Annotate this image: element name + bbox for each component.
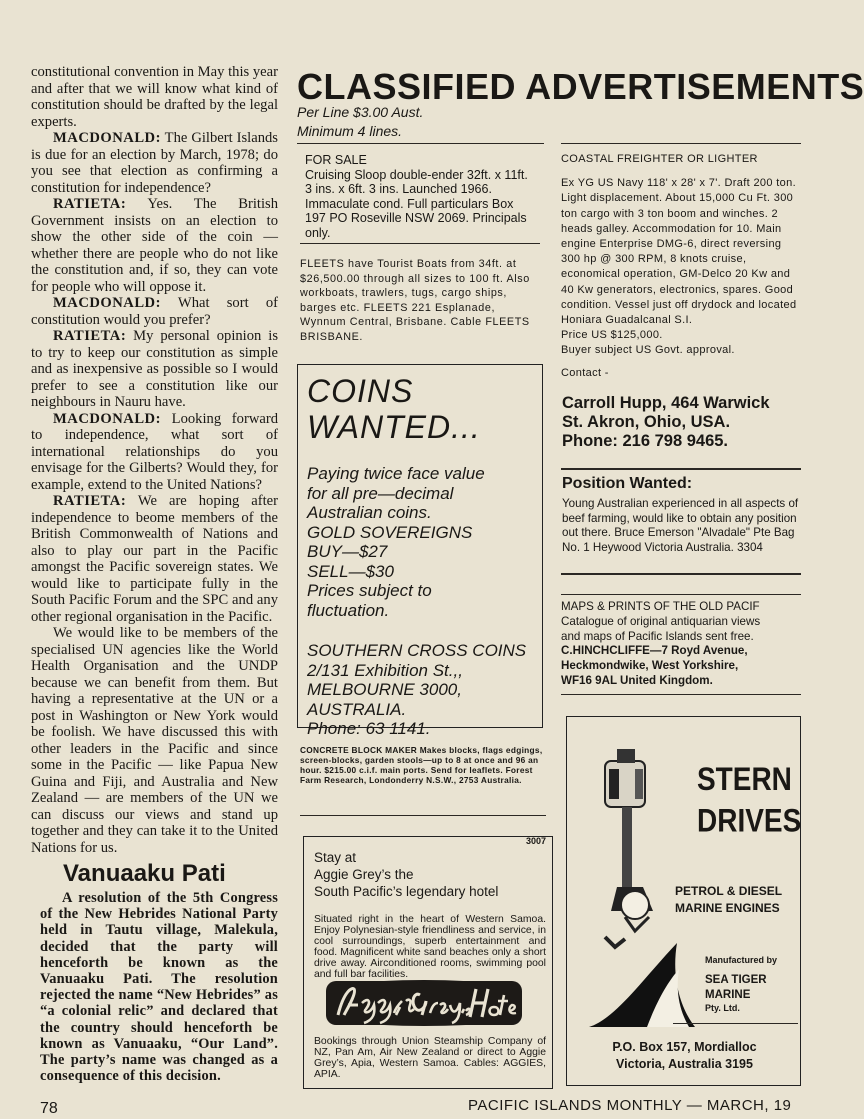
divider bbox=[561, 594, 801, 595]
coastal-body: Ex YG US Navy 118' x 28' x 7'. Draft 200 ton. Light displacement. About 15,000 Cu Ft. 300 ton cargo with 3 ton boom and winches. 2 heads galley. Accommodation for 10. Main engine Enterprise DMG-6, direct reversing 300 hp @ 300 RPM, 8 knots cruise, economical operation, GM-Delco 20 Kw and 40 Kw generators, electronics, spares. Good condition. Vessel just off drydock and located Honiara Guadalcanal S.I. bbox=[561, 177, 797, 327]
engine-type-line: PETROL & DIESEL bbox=[675, 884, 783, 898]
ad-for-sale bbox=[305, 153, 535, 241]
stern-drive-engine-icon bbox=[595, 741, 673, 963]
divider bbox=[561, 573, 801, 575]
contact-line: St. Akron, Ohio, USA. bbox=[562, 413, 731, 431]
coins-line: for all pre—decimal bbox=[307, 483, 454, 503]
ad-for-sale-body: Cruising Sloop double-ender 32ft. x 11ft. 3 ins. x 6ft. 3 ins. Launched 1966. Immaculate cond. Full particulars Box 197 PO Roseville NSW 2069. Principals only. bbox=[305, 167, 528, 240]
coins-addr-line: 2/131 Exhibition St.,, bbox=[307, 660, 463, 680]
coastal-buyer: Buyer subject US Govt. approval. bbox=[561, 344, 735, 357]
article-paragraph bbox=[31, 625, 278, 856]
contact-line: Carroll Hupp, 464 Warwick bbox=[562, 394, 770, 412]
page-footer: PACIFIC ISLANDS MONTHLY — MARCH, 19 bbox=[468, 1097, 792, 1114]
divider bbox=[673, 1023, 798, 1024]
classified-rate bbox=[297, 103, 423, 141]
paragraph-text: The Gilbert Islands is due for an election by March, 1978; do you see that election as confirming a constitution for independence? bbox=[31, 130, 278, 196]
interview-article bbox=[31, 64, 278, 856]
speaker-name: MACDONALD: bbox=[53, 295, 161, 311]
coins-line: BUY—$27 bbox=[307, 542, 388, 561]
article-paragraph bbox=[31, 64, 278, 130]
address-line: Victoria, Australia 3195 bbox=[616, 1057, 753, 1071]
article-paragraph bbox=[31, 295, 278, 328]
stern-title-line: STERN bbox=[697, 761, 792, 797]
stern-title-line: DRIVES bbox=[697, 802, 802, 839]
paragraph-text: Looking forward to independence, what sort of international relationships do you envisage for the Gilberts? Would they, for example, extend to the United Nations? bbox=[31, 410, 278, 493]
divider bbox=[297, 143, 544, 144]
sea-tiger-fin-logo bbox=[585, 939, 697, 1031]
ad-fleets: FLEETS have Tourist Boats from 34ft. at $26,500.00 through all sizes to 100 ft. Also workboats, trawlers, tugs, cargo ships, barges etc. FLEETS 221 Esplanade, Wynnum Central, Brisbane. Cable FLEETS BRISBANE. bbox=[300, 258, 530, 343]
ad-coastal-freighter bbox=[561, 152, 801, 381]
coins-headline-1: COINS bbox=[307, 373, 414, 409]
coins-address bbox=[307, 641, 533, 739]
speaker-name: RATIETA: bbox=[53, 493, 127, 509]
article-paragraph bbox=[31, 130, 278, 196]
coins-line: SELL—$30 bbox=[307, 561, 394, 581]
rate-per-line: Per Line $3.00 Aust. bbox=[297, 104, 424, 120]
ad-concrete-block: CONCRETE BLOCK MAKER Makes blocks, flags edgings, screen-blocks, garden stools—up to 8 at once and 96 an hour. $215.00 c.i.f. main ports. Send for leaflets. Forest Farm Research, Londonderry N.S.W., 2753 Australia. bbox=[300, 745, 543, 785]
maps-line: Catalogue of original antiquarian views bbox=[561, 614, 761, 628]
ad-for-sale-heading: FOR SALE bbox=[305, 153, 367, 167]
article-paragraph bbox=[31, 196, 278, 295]
maps-line: MAPS & PRINTS OF THE OLD PACIF bbox=[561, 600, 760, 613]
maps-line: and maps of Pacific Islands sent free. bbox=[561, 629, 754, 643]
contact-line: Phone: 216 798 9465. bbox=[562, 432, 729, 450]
coastal-price: Price US $125,000. bbox=[561, 329, 663, 342]
page-number: 78 bbox=[40, 1100, 58, 1117]
maker-line: MARINE bbox=[705, 989, 751, 1001]
maker-line: SEA TIGER bbox=[705, 974, 767, 986]
aggie-booking: Bookings through Union Steamship Company of NZ, Pan Am, Air New Zealand or direct to Aggie Grey’s, Apia, Western Samoa. Cables: AGGIES, APIA. bbox=[314, 1036, 546, 1080]
manufacturer-name bbox=[705, 973, 767, 1014]
position-wanted-heading: Position Wanted: bbox=[562, 475, 693, 492]
paragraph-text: My personal opinion is to try to keep our constitution as simple and as inexpensive as possible so I would prefer to see a constitution like our neighbours in Nauru have. bbox=[31, 328, 278, 410]
divider bbox=[561, 694, 801, 695]
divider bbox=[561, 468, 801, 470]
maps-line: Heckmondwike, West Yorkshire, bbox=[561, 659, 739, 673]
position-wanted-body: Young Australian experienced in all aspects of beef farming, would like to obtain any position out there. Bruce Emerson "Alvadale" Pte Bag No. 1 Heywood Victoria Australia. 3304 bbox=[562, 497, 799, 554]
address-line: P.O. Box 157, Mordialloc bbox=[612, 1040, 757, 1054]
maps-line: WF16 9AL United Kingdom. bbox=[561, 673, 713, 687]
coastal-heading: COASTAL FREIGHTER OR LIGHTER bbox=[561, 153, 758, 165]
stern-engine-types bbox=[675, 883, 782, 917]
aggie-greys-hotel-logo bbox=[324, 977, 524, 1034]
engine-type-line: MARINE ENGINES bbox=[675, 901, 780, 915]
hotel-logo-graphic bbox=[324, 977, 524, 1029]
ad-aggie-greys bbox=[303, 836, 553, 1089]
aggie-line: Aggie Grey’s the bbox=[314, 867, 414, 882]
classified-title: CLASSIFIED ADVERTISEMENTS bbox=[297, 66, 864, 107]
speaker-name: MACDONALD: bbox=[53, 130, 161, 146]
paragraph-text: constitutional convention in May this year and after that we will know what kind of constitution should be drafted by the legal experts. bbox=[31, 64, 278, 130]
article-paragraph bbox=[31, 493, 278, 625]
vanuaaku-heading: Vanuaaku Pati bbox=[63, 860, 226, 887]
aggie-line: Stay at bbox=[314, 850, 357, 865]
maker-suffix: Pty. Ltd. bbox=[705, 1003, 740, 1013]
rate-minimum: Minimum 4 lines. bbox=[297, 123, 403, 139]
paragraph-text: What sort of constitution would you prefer? bbox=[31, 295, 278, 328]
coins-addr-line: SOUTHERN CROSS COINS bbox=[307, 641, 527, 660]
coins-line: Paying twice face value bbox=[307, 464, 485, 483]
divider bbox=[561, 143, 801, 144]
maps-line: C.HINCHCLIFFE—7 Royd Avenue, bbox=[561, 644, 748, 658]
coins-body bbox=[307, 464, 533, 620]
paragraph-text: We are hoping after independence to beome members of the British Commonwealth of Nations and also to play our part in the Pacific amongst the Pacific sovereign states. We would like to participate fully in the South Pacific Forum and the SPC and any other regional organisation in the Pacific. bbox=[31, 493, 278, 625]
article-paragraph bbox=[31, 411, 278, 494]
coins-addr-line: Phone: 63 1141. bbox=[307, 719, 431, 738]
paragraph-text: Yes. The British Government insists on an election to show the other side of the coin — whether there are people who do not like the constitution and, if so, they can vote for people who will oppose it. bbox=[31, 196, 278, 295]
coins-headline-2: WANTED... bbox=[307, 409, 481, 445]
coins-addr-line: MELBOURNE 3000, bbox=[307, 680, 462, 699]
ad-coins-wanted bbox=[297, 364, 543, 738]
manufacturer-label: Manufactured by bbox=[705, 955, 778, 965]
aggie-description: Situated right in the heart of Western Samoa. Enjoy Polynesian-style friendliness and service, in cool surroundings, superb entertainment and food. Magnificent white sand beaches only a short drive away. Airconditioned rooms, swimming pool and full bar facilities. bbox=[314, 914, 546, 980]
article-paragraph bbox=[31, 328, 278, 411]
speaker-name: MACDONALD: bbox=[53, 410, 161, 427]
speaker-name: RATIETA: bbox=[53, 196, 127, 212]
aggie-headline bbox=[314, 849, 498, 900]
coins-line: Australian coins. bbox=[307, 503, 432, 522]
coins-addr-line: AUSTRALIA. bbox=[307, 699, 407, 719]
stern-address bbox=[567, 1039, 802, 1073]
stern-drives-title bbox=[697, 759, 801, 842]
divider bbox=[300, 815, 546, 816]
speaker-name: RATIETA: bbox=[53, 328, 127, 344]
coastal-contact-name bbox=[562, 394, 770, 451]
paragraph-text: We would like to be members of the specialised UN agencies like the World Health Organisation and the UNDP because we can benefit from them. But having a representative at the UN or a post in Washington or New York would be foolish. We have discussed this with other leaders in the Pacific and since some in the Pacific — like Papua New Guina and Fiji, and Australia and New Zealand — are members of the UN we can discuss our views and stand up together and they can take it to the United Nations for us. bbox=[31, 625, 278, 856]
aggie-line: South Pacific’s legendary hotel bbox=[314, 884, 499, 899]
coins-line: GOLD SOVEREIGNS bbox=[307, 522, 473, 542]
divider bbox=[300, 243, 540, 244]
coins-line: fluctuation. bbox=[307, 600, 390, 620]
ad-stern-drives bbox=[566, 716, 801, 1086]
vanuaaku-article bbox=[40, 890, 278, 1084]
vanuaaku-body: A resolution of the 5th Congress of the New Hebrides National Party held in Tautu village, Malekula, decided that the party will henceforth be known as the Vanuaaku Pati. The resolution rejected the name “New Hebrides” as “a colonial relic” and declared that the country should henceforth be known as Vanuaaku, “Our Land”. The party’s name was changed as a consequence of this decision. bbox=[40, 890, 278, 1085]
ad-maps-prints bbox=[561, 600, 801, 689]
coastal-contact: Contact - bbox=[561, 366, 609, 379]
ad-code: 3007 bbox=[525, 836, 546, 846]
coins-line: Prices subject to bbox=[307, 581, 432, 600]
